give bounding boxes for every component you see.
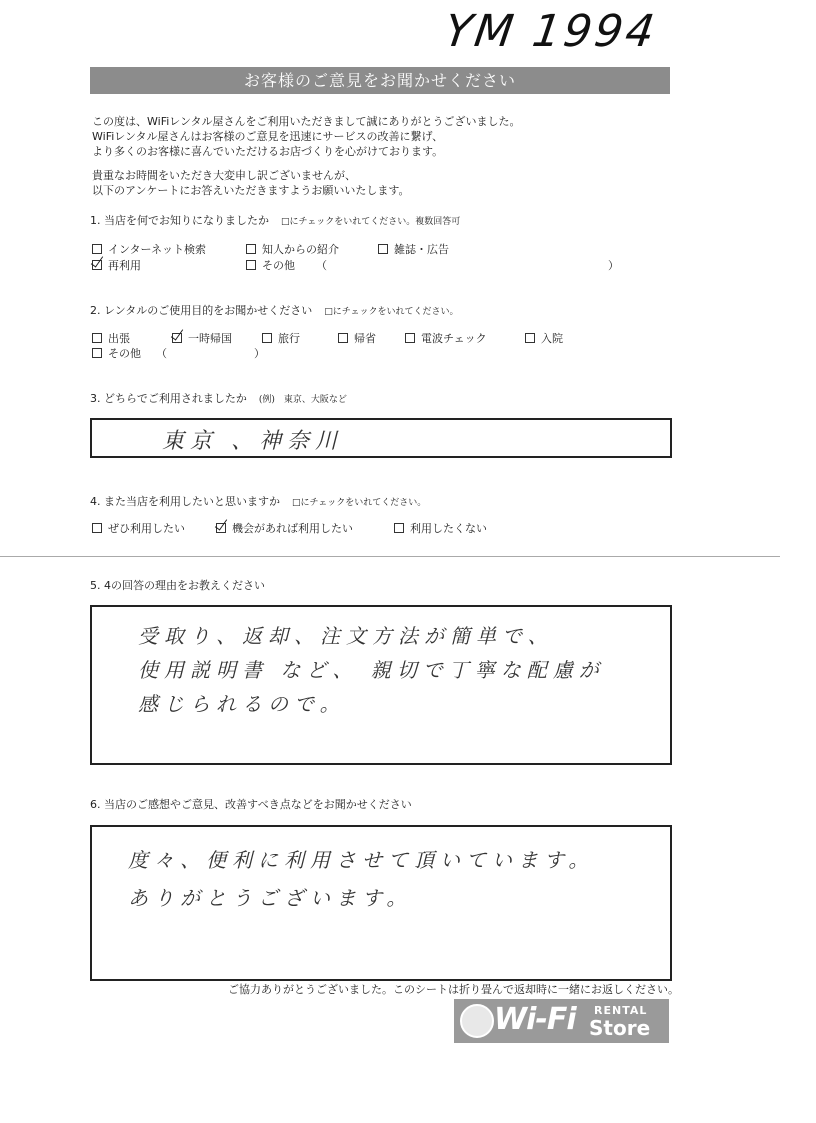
q5-question: 5. 4の回答の理由をお教えください [90, 579, 265, 592]
checkbox[interactable] [92, 333, 102, 343]
logo-store-text: Store [589, 1016, 651, 1040]
q4-option-if-chance[interactable] [216, 520, 353, 536]
q1-option-other[interactable] [246, 257, 295, 273]
intro-line: 貴重なお時間をいただき大変申し訳ございませんが、 [92, 169, 356, 182]
q3-answer-box[interactable] [90, 418, 672, 458]
q2-other-close-paren: ） [254, 347, 265, 360]
q2-title [90, 302, 459, 318]
answer-line: 感じられるので。 [138, 692, 346, 716]
q5-handwritten-answer [138, 619, 605, 721]
option-label: ぜひ利用したい [108, 522, 185, 535]
footer-thanks: ご協力ありがとうございました。このシートは折り畳んで返却時に一緒にお返しください。 [228, 983, 679, 996]
checkbox-checked[interactable] [172, 333, 182, 343]
q5-title [90, 577, 265, 593]
option-label: インターネット検索 [108, 243, 207, 256]
answer-line: 度々、便利に利用させて頂いています。 [128, 848, 595, 872]
mascot-icon [460, 1004, 494, 1038]
q1-question: 1. 当店を何でお知りになりましたか [90, 214, 269, 227]
option-label: 出張 [108, 332, 130, 345]
q3-title [90, 390, 347, 406]
option-label: 一時帰国 [188, 332, 232, 345]
q2-option-temporary-return[interactable] [172, 330, 232, 346]
intro-line: この度は、WiFiレンタル屋さんをご利用いただきまして誠にありがとうございました。 [92, 115, 521, 128]
q2-other-open-paren: （ [156, 347, 167, 360]
option-label: 入院 [541, 332, 563, 345]
logo-wifi-text: Wi-Fi [494, 1002, 576, 1037]
checkbox[interactable] [394, 523, 404, 533]
intro-line: 以下のアンケートにお答えいただきますようお願いいたします。 [92, 184, 410, 197]
option-label: 旅行 [278, 332, 300, 345]
checkbox-checked[interactable] [92, 260, 102, 270]
q4-question: 4. また当店を利用したいと思いますか [90, 495, 280, 508]
intro-paragraph-2 [92, 168, 409, 198]
q2-note: □にチェックをいれてください。 [324, 307, 459, 317]
q2-option-homecoming[interactable] [338, 330, 376, 346]
checkbox[interactable] [92, 244, 102, 254]
answer-line: 受取り、返却、注文方法が簡単で、 [138, 624, 554, 648]
checkbox[interactable] [246, 260, 256, 270]
q1-other-open-paren: （ [316, 259, 327, 272]
q2-option-business-trip[interactable] [92, 330, 130, 346]
checkbox[interactable] [525, 333, 535, 343]
option-label: 機会があれば利用したい [232, 522, 353, 535]
q6-question: 6. 当店のご感想やご意見、改善すべき点などをお聞かせください [90, 798, 412, 811]
q4-note: □にチェックをいれてください。 [292, 498, 427, 508]
answer-line: ありがとうございます。 [128, 886, 413, 910]
option-label: 雑誌・広告 [394, 243, 449, 256]
checkbox[interactable] [338, 333, 348, 343]
checkbox[interactable] [246, 244, 256, 254]
q4-option-definitely[interactable] [92, 520, 185, 536]
wifi-rental-store-logo [454, 999, 669, 1043]
q4-title [90, 493, 426, 509]
q6-handwritten-answer [128, 841, 594, 917]
option-label: 知人からの紹介 [262, 243, 339, 256]
checkbox[interactable] [92, 523, 102, 533]
option-label: その他 [262, 259, 295, 272]
logo-rental-text: RENTAL [594, 1004, 648, 1017]
q2-question: 2. レンタルのご使用目的をお聞かせください [90, 304, 313, 317]
q1-option-magazine[interactable] [378, 241, 449, 257]
q3-handwritten-answer: 東京 、神奈川 [162, 429, 343, 454]
q2-option-other[interactable] [92, 345, 141, 361]
fold-divider [0, 556, 780, 557]
q6-title [90, 796, 412, 812]
option-label: 再利用 [108, 259, 141, 272]
q2-option-hospital[interactable] [525, 330, 563, 346]
q1-note: □にチェックをいれてください。複数回答可 [281, 217, 461, 227]
q5-answer-box[interactable] [90, 605, 672, 765]
intro-paragraph-1 [92, 114, 521, 159]
q1-option-referral[interactable] [246, 241, 339, 257]
checkbox-checked[interactable] [216, 523, 226, 533]
q1-option-internet[interactable] [92, 241, 206, 257]
q3-question: 3. どちらでご利用されましたか [90, 392, 247, 405]
option-label: 電波チェック [421, 332, 487, 345]
intro-line: WiFiレンタル屋さんはお客様のご意見を迅速にサービスの改善に繋げ、 [92, 130, 444, 143]
intro-line: より多くのお客様に喜んでいただけるお店づくりを心がけております。 [92, 145, 444, 158]
q1-title [90, 212, 460, 228]
option-label: 帰省 [354, 332, 376, 345]
checkbox[interactable] [262, 333, 272, 343]
q2-option-signal-check[interactable] [405, 330, 487, 346]
checkbox[interactable] [405, 333, 415, 343]
q3-note: (例) 東京、大阪など [258, 395, 347, 405]
checkbox[interactable] [92, 348, 102, 358]
handwritten-form-id: YM 1994 [441, 6, 661, 57]
q1-option-reuse[interactable] [92, 257, 141, 273]
q6-answer-box[interactable] [90, 825, 672, 981]
q1-other-close-paren: ） [608, 259, 619, 272]
option-label: その他 [108, 347, 141, 360]
checkbox[interactable] [378, 244, 388, 254]
q4-option-no[interactable] [394, 520, 487, 536]
option-label: 利用したくない [410, 522, 487, 535]
q2-option-travel[interactable] [262, 330, 300, 346]
page-title: お客様のご意見をお聞かせください [90, 67, 670, 94]
answer-line: 使用説明書 など、 親切で丁寧な配慮が [138, 658, 605, 682]
